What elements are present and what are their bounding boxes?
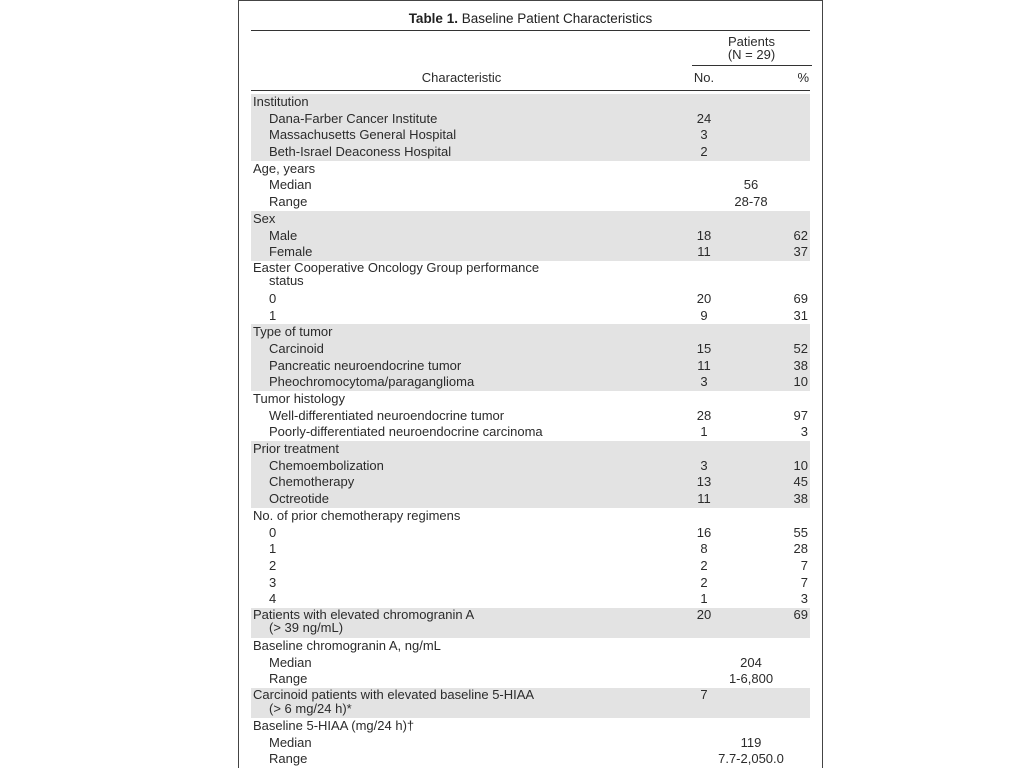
table-row: [251, 735, 810, 752]
row-label: Median: [269, 177, 312, 193]
table-row: [251, 144, 810, 161]
table-row: [251, 751, 810, 768]
cell-no: 1: [700, 591, 708, 607]
group-header-row: [251, 391, 810, 408]
table-title: Table 1. Baseline Patient Characteristics: [408, 11, 653, 26]
cell-pct: 10: [793, 457, 808, 473]
patients-label: Patients: [728, 34, 775, 49]
table-row: [251, 358, 810, 375]
row-label: Poorly-differentiated neuroendocrine carcinoma: [269, 424, 543, 440]
group-label: [253, 638, 441, 655]
cell-no: 9: [700, 307, 708, 323]
cell-pct: 97: [793, 407, 808, 423]
group-header-row: [251, 608, 810, 638]
header-rule-bottom: [251, 90, 810, 91]
row-label: Chemoembolization: [269, 457, 384, 473]
table-row: [251, 374, 810, 391]
patients-header: [704, 35, 799, 61]
cell-spanning-value: 28-78: [734, 194, 768, 210]
group-header-row: [251, 261, 810, 291]
table-row: [251, 308, 810, 325]
row-label: Female: [269, 244, 313, 260]
table-row: [251, 228, 810, 245]
table-row: [251, 194, 810, 211]
row-label: Chemotherapy: [269, 474, 355, 490]
group-label: [253, 324, 332, 341]
table-group: [251, 161, 810, 211]
column-header-no: No.: [693, 70, 715, 85]
cell-pct: 55: [793, 524, 808, 540]
row-label: Massachusetts General Hospital: [269, 127, 457, 143]
group-label-line: Institution: [253, 94, 309, 109]
group-label: [253, 261, 539, 288]
group-label-continuation: status: [269, 273, 304, 289]
cell-pct: 38: [793, 357, 808, 373]
group-label: [253, 161, 315, 178]
table-row: [251, 291, 810, 308]
cell-pct: 7: [800, 557, 808, 573]
table-row: [251, 341, 810, 358]
table-group: [251, 261, 810, 324]
group-label: [253, 94, 309, 111]
cell-no: 7: [700, 687, 708, 702]
cell-pct: 62: [793, 227, 808, 243]
group-label-line: Tumor histology: [253, 391, 345, 406]
cell-no: 11: [697, 491, 711, 507]
cell-no: 18: [696, 227, 712, 243]
cell-no: 8: [700, 541, 708, 557]
group-label-continuation: (> 6 mg/24 h)*: [269, 700, 352, 716]
row-label: Dana-Farber Cancer Institute: [269, 110, 438, 126]
group-label: [253, 688, 534, 715]
row-label: 2: [269, 557, 277, 573]
cell-no: 2: [700, 574, 708, 590]
group-header-row: [251, 718, 810, 735]
column-header-pct: %: [797, 70, 809, 85]
table-row: [251, 655, 810, 672]
row-label: 0: [269, 290, 277, 306]
table-group: [251, 718, 810, 768]
group-label: [253, 441, 339, 458]
row-label: 3: [269, 574, 277, 590]
cell-no: 16: [696, 524, 712, 540]
cell-no: 20: [696, 606, 712, 622]
row-label: Well-differentiated neuroendocrine tumor: [269, 407, 505, 423]
cell-pct: 31: [793, 307, 808, 323]
cell-no: 20: [696, 290, 712, 306]
row-label: Range: [269, 751, 308, 767]
table-row: [251, 525, 810, 542]
cell-no: 11: [697, 244, 711, 260]
table-row: [251, 177, 810, 194]
row-label: Range: [269, 671, 308, 687]
row-label: Median: [269, 734, 312, 750]
table-row: [251, 671, 810, 688]
group-label-line: No. of prior chemotherapy regimens: [253, 507, 461, 523]
cell-no: 3: [700, 374, 708, 390]
column-header-characteristic: Characteristic: [421, 70, 502, 85]
table-group: [251, 608, 810, 638]
cell-pct: 3: [800, 591, 808, 607]
group-label-line: Carcinoid patients with elevated baseline 5-HIAA: [253, 687, 535, 702]
row-label: Octreotide: [269, 491, 329, 507]
row-label: Pheochromocytoma/paraganglioma: [269, 374, 475, 390]
group-label: [253, 608, 474, 635]
cell-pct: 3: [800, 424, 808, 440]
cell-no: 3: [700, 127, 708, 143]
table-body: [251, 94, 810, 768]
table-row: [251, 408, 810, 425]
group-label: [253, 508, 460, 525]
group-header-row: [251, 94, 810, 111]
table-row: [251, 474, 810, 491]
cell-no: 28: [696, 407, 712, 423]
cell-spanning-value: 119: [740, 734, 762, 750]
row-label: Carcinoid: [269, 340, 324, 356]
cell-pct: 69: [793, 606, 808, 622]
cell-no: 24: [696, 110, 712, 126]
table-row: [251, 491, 810, 508]
cell-no: 15: [696, 340, 712, 356]
table-group: [251, 688, 810, 718]
patients-underline: [692, 65, 812, 66]
group-header-row: [251, 638, 810, 655]
table-row: [251, 458, 810, 475]
cell-pct: 10: [793, 374, 808, 390]
cell-no: 2: [700, 557, 708, 573]
cell-spanning-value: 56: [743, 177, 759, 193]
row-label: Male: [269, 227, 298, 243]
group-header-row: [251, 161, 810, 178]
table-group: [251, 638, 810, 688]
table-group: [251, 391, 810, 441]
cell-spanning-value: 7.7-2,050.0: [718, 751, 784, 767]
group-header-row: [251, 508, 810, 525]
row-label: 4: [269, 591, 277, 607]
row-label: Pancreatic neuroendocrine tumor: [269, 357, 462, 373]
cell-no: 3: [700, 457, 708, 473]
table-frame: [238, 0, 823, 768]
table-row: [251, 558, 810, 575]
cell-spanning-value: 1-6,800: [728, 671, 774, 687]
row-label: Range: [269, 194, 308, 210]
group-label-line: Baseline 5-HIAA (mg/24 h)†: [253, 718, 415, 733]
group-header-row: [251, 324, 810, 341]
group-header-row: [251, 688, 810, 718]
cell-pct: 28: [793, 541, 808, 557]
cell-pct: 7: [800, 574, 808, 590]
n-label: (N = 29): [727, 47, 776, 62]
table-row: [251, 424, 810, 441]
table-row: [251, 575, 810, 592]
group-label-line: Age, years: [253, 160, 316, 176]
table-row: [251, 591, 810, 608]
group-label-continuation: (> 39 ng/mL): [269, 620, 344, 636]
group-label-line: Patients with elevated chromogranin A: [253, 606, 475, 622]
table-group: [251, 441, 810, 508]
group-label: [253, 718, 414, 735]
cell-pct: 37: [793, 244, 808, 260]
group-label-line: Baseline chromogranin A, ng/mL: [253, 637, 441, 653]
group-header-row: [251, 441, 810, 458]
cell-pct: 38: [793, 491, 808, 507]
cell-pct: 45: [793, 474, 808, 490]
group-label-line: Easter Cooperative Oncology Group performance: [253, 259, 540, 275]
group-label: [253, 211, 275, 228]
table-group: [251, 211, 810, 261]
cell-no: 2: [700, 144, 708, 160]
group-label: [253, 391, 345, 408]
group-label-line: Sex: [253, 210, 276, 226]
table-row: [251, 127, 810, 144]
group-label-line: Type of tumor: [253, 324, 333, 340]
table-group: [251, 94, 810, 161]
table-group: [251, 508, 810, 608]
row-label: 1: [269, 307, 277, 323]
cell-no: 13: [696, 474, 712, 490]
cell-pct: 69: [793, 290, 808, 306]
cell-spanning-value: 204: [740, 654, 762, 670]
row-label: Median: [269, 654, 312, 670]
cell-no: 11: [697, 357, 711, 373]
row-label: 0: [269, 524, 277, 540]
row-label: 1: [269, 541, 277, 557]
group-label-line: Prior treatment: [253, 441, 339, 457]
table-row: [251, 244, 810, 261]
header-rule-top: [251, 30, 810, 31]
cell-pct: 52: [793, 340, 808, 356]
group-header-row: [251, 211, 810, 228]
row-label: Beth-Israel Deaconess Hospital: [269, 144, 452, 160]
table-group: [251, 324, 810, 391]
cell-no: 1: [700, 424, 708, 440]
table-row: [251, 541, 810, 558]
table-row: [251, 111, 810, 128]
